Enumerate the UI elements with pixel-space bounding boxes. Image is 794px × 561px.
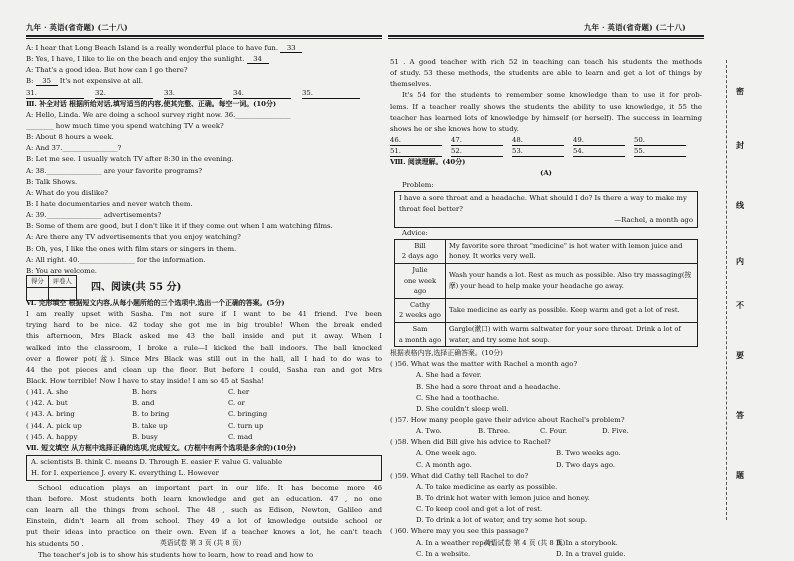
option-row	[390, 549, 702, 560]
option-row	[390, 370, 702, 381]
passage-line: than before. Most students both learn knowledge and get an education. 47 , no one	[26, 495, 382, 504]
dialog-line: B: Some of them are good, but I don't like it if they come out when I am watching films.	[26, 222, 333, 231]
passage-line: can learn all the things from school. The 48 , such as Edison, Newton, Galileo and	[26, 506, 382, 515]
option-row	[390, 493, 702, 504]
option: B. take up	[132, 421, 168, 430]
dialog-2	[26, 110, 382, 277]
dialog-line: A: Are there any TV advertisements that you enjoy watching?	[26, 233, 241, 242]
seal-char: 内	[736, 256, 744, 266]
dialog-line	[26, 65, 382, 76]
left-body	[26, 43, 382, 561]
option: C. A month ago.	[416, 460, 472, 469]
passage-line: 51 . A good teacher with rich 52 in teaching can teach his students the methods	[390, 58, 702, 66]
dialog-text: B:	[26, 77, 34, 86]
grader-label: 评卷人	[48, 276, 76, 288]
fill-title: Ⅶ. 短文填空 从方框中选择正确的选项,完成短文。(方框中有两个选项是多余的)(10分)	[26, 443, 297, 452]
dialog-line: A: Hello, Linda. We are doing a school survey right now. 36.________________	[26, 110, 291, 119]
advice-author	[395, 298, 446, 322]
advice-text: Gargle(漱口) with warm saltwater for your sore throat. Drink a lot of water, and try some hot soup.	[446, 322, 698, 346]
answer-slot: 49.	[573, 136, 625, 146]
answer-row	[390, 146, 702, 157]
option: ( )41. A. she	[26, 388, 69, 397]
answer-slot: 34.	[233, 89, 291, 99]
answer-slot: 52.	[451, 147, 503, 157]
seal-char: 封	[736, 140, 744, 150]
option: A. In a weather report.	[416, 538, 497, 547]
passage-line: School education plays an important part in our life. It has become more 46	[38, 483, 382, 492]
option: D. Five.	[602, 427, 629, 436]
cloze-passage	[26, 309, 382, 387]
word-box-line: H. for I. experience J. every K. everything L. However	[31, 468, 219, 477]
option: B. She had a sore throat and a headache.	[416, 382, 561, 391]
advice-name: Sam	[412, 324, 428, 333]
dialog-line	[26, 76, 382, 87]
answer-slot: 31.	[26, 89, 84, 99]
cloze-options	[26, 387, 382, 443]
advice-text: Wash your hands a lot. Rest as much as possible. Also try massaging(按摩) your head to help make your headache go away.	[446, 264, 698, 299]
answer-row	[390, 135, 702, 146]
option: ( )42. A. but	[26, 399, 68, 408]
option-row	[390, 448, 702, 459]
passage-line: of study. 53 these methods, the students are able to learn and get a lot of things by	[390, 69, 702, 78]
option: ( )45. A. happy	[26, 432, 78, 441]
word-box-line: A. scientists B. think C. means D. Through E. easier F. value G. valuable	[31, 457, 283, 466]
score-box	[26, 275, 77, 300]
answer-blank: 34	[247, 55, 269, 64]
option: C. She had a toothache.	[416, 393, 500, 402]
question-stem: ( )56. What was the matter with Rachel a month ago?	[390, 360, 578, 369]
passage-line: 44 the pot pieces and clean up the floor. But before I could, Sasha ran and got Mrs	[26, 365, 382, 374]
answer-slot: 47.	[451, 136, 503, 146]
advice-table	[394, 239, 698, 347]
option: D. To drink a lot of water, and try some hot soup.	[416, 516, 588, 525]
option: B. and	[132, 399, 155, 408]
passage-line: walked into the classroom, I broke a rule—I kicked the ball indoors. The ball knocked	[26, 343, 382, 352]
advice-name: Cathy	[410, 300, 430, 309]
option-row	[390, 482, 702, 493]
option: B. In a storybook.	[556, 538, 618, 547]
dialog-1	[26, 43, 382, 88]
section-4-header	[26, 278, 382, 298]
advice-row	[395, 239, 698, 263]
advice-author	[395, 322, 446, 346]
advice-time: one week ago	[403, 276, 437, 296]
dialog-line	[26, 43, 382, 54]
score-label: 得分	[27, 276, 49, 288]
advice-time: a month ago	[398, 335, 442, 344]
option: A. She had a fever.	[416, 371, 482, 380]
advice-text: My favorite sore throat "medicine" is hot water with lemon juice and honey. It works very well.	[446, 239, 698, 263]
header-rule-right-thin	[388, 38, 704, 39]
advice-time: 2 weeks ago	[399, 311, 441, 320]
option: D. She couldn't sleep well.	[416, 404, 509, 413]
dialog-line: A: 39.________________ advertisements?	[26, 211, 162, 220]
advice-row	[395, 264, 698, 299]
dialog-line: A: All right. 40.________________ for the information.	[26, 255, 206, 264]
left-header: 九年 · 英语(省奇题) (二十八)	[26, 23, 128, 32]
question-stem: ( )57. How many people gave their advice about Rachel's problem?	[390, 416, 625, 425]
answer-slot: 55.	[634, 147, 686, 157]
question-stem: ( )59. What did Cathy tell Rachel to do?	[390, 471, 529, 480]
option: A. Two.	[416, 427, 442, 436]
word-box	[26, 455, 382, 481]
problem-box	[394, 191, 698, 228]
option: B. to bring	[132, 410, 170, 419]
option-row	[390, 515, 702, 526]
option: B. Three.	[478, 427, 511, 436]
passage-continued	[390, 57, 702, 135]
fill-passage	[26, 483, 382, 561]
section-title-dialog: Ⅲ. 补全对话 根据所给对话,填写适当的内容,使其完整、正确。每空一词。(10分)	[26, 99, 277, 108]
option: B. To drink hot water with lemon juice and honey.	[416, 494, 590, 502]
option-row	[390, 426, 702, 437]
answer-line-31-35	[26, 88, 382, 99]
right-header: 九年 · 英语(省奇题) (二十八)	[584, 23, 686, 32]
option-row	[390, 382, 702, 393]
passage-line: The teacher's job is to show his students how to learn, how to read and how to	[38, 550, 314, 559]
option: C. her	[228, 388, 250, 397]
option: B. busy	[132, 432, 158, 441]
option: C. Four.	[540, 427, 568, 436]
seal-line-strip	[706, 0, 794, 561]
answer-slot: 53.	[512, 147, 564, 157]
answer-blank: 33	[280, 44, 302, 53]
part-a-label: (A)	[540, 169, 552, 178]
answer-slot: 48.	[512, 136, 564, 146]
problem-signature: —Rachel, a month ago	[614, 215, 693, 224]
left-page	[0, 0, 386, 561]
advice-label: Advice:	[402, 228, 428, 237]
option-row	[26, 398, 382, 409]
reading-title: Ⅷ. 阅读理解。(40分)	[390, 158, 466, 167]
right-page	[388, 0, 706, 561]
header-rule	[26, 35, 382, 37]
option: C. In a website.	[416, 549, 471, 558]
option: D. In a travel guide.	[556, 549, 626, 558]
dialog-text: It's not expensive at all.	[59, 77, 144, 86]
option: C. bringing	[228, 410, 268, 419]
option: A. One week ago.	[416, 449, 477, 458]
option: D. Two days ago.	[556, 460, 616, 469]
answer-slot: 33.	[164, 89, 222, 99]
instruction: 根据表格内容,选择正确答案。(10分)	[390, 349, 503, 358]
seal-char: 线	[736, 200, 744, 210]
advice-name: Julie	[412, 266, 428, 275]
questions	[390, 359, 702, 560]
option-row	[390, 404, 702, 415]
dialog-text: A: That's a good idea. But how can I go there?	[26, 66, 188, 75]
question-stem: ( )58. When did Bill give his advice to Rachel?	[390, 438, 551, 447]
advice-row	[395, 322, 698, 346]
option: A. To take medicine as early as possible.	[416, 482, 558, 491]
option-row	[390, 393, 702, 404]
question-stem: ( )60. Where may you see this passage?	[390, 527, 529, 536]
dialog-line: ________ how much time you spend watching TV a week?	[26, 121, 224, 130]
advice-row	[395, 298, 698, 322]
passage-line: It's 54 for the students to remember some knowledge than to use it for prob-	[402, 91, 702, 100]
dialog-line: A: And 37.________________?	[26, 144, 122, 153]
advice-author	[395, 239, 446, 263]
advice-time: 2 days ago	[401, 252, 439, 261]
passage-line: themselves.	[390, 80, 432, 89]
answer-slot: 54.	[573, 147, 625, 157]
answer-slot: 46.	[390, 136, 442, 146]
passage-line: teacher has learned lots of knowledge by himself (or herself). The success in learning	[390, 113, 702, 122]
passage-line: shows he or she knows how to study.	[390, 124, 519, 133]
header-rule-thin	[26, 38, 382, 39]
dialog-line: A: 38.________________ are your favorite programs?	[26, 166, 203, 175]
dialog-line: B: Let me see. I usually watch TV after 8:30 in the evening.	[26, 155, 234, 164]
passage-line: lems. If a teacher really shows the students the ability to use knowledge, it 55 the	[390, 102, 702, 111]
dialog-line: B: About 8 hours a week.	[26, 133, 114, 142]
option: C. turn up	[228, 421, 264, 430]
problem-label: Problem:	[402, 180, 434, 189]
option: B. Two weeks ago.	[556, 449, 621, 458]
seal-char: 答	[736, 410, 744, 420]
seal-char: 不	[736, 300, 744, 310]
right-body	[390, 57, 702, 560]
option: C. To keep cool and get a lot of rest.	[416, 505, 543, 514]
seal-char: 要	[736, 350, 744, 360]
dialog-text: A: I hear that Long Beach Island is a really wonderful place to have fun.	[26, 44, 279, 52]
answer-slot: 50.	[634, 136, 686, 146]
answer-slot: 35.	[302, 89, 360, 99]
section-4-title: 四、阅读(共 55 分)	[90, 282, 182, 294]
seal-char: 密	[736, 86, 744, 96]
option: B. hers	[132, 388, 157, 397]
passage-line: his students 50 .	[26, 539, 84, 548]
answer-slot: 32.	[95, 89, 153, 99]
dialog-line: A: What do you dislike?	[26, 188, 109, 197]
passage-line: Black. How terrible! Now I have to stay inside! I am so 45 at Sasha!	[26, 376, 264, 385]
advice-name: Bill	[414, 241, 426, 250]
passage-line: trying hard to be nice. 42 today she got me in big trouble! When the break ended	[26, 321, 382, 330]
option-row	[26, 409, 382, 420]
dialog-line	[26, 54, 382, 65]
advice-text: Take medicine as early as possible. Keep warm and get a lot of rest.	[446, 298, 698, 322]
option: ( )43. A. bring	[26, 410, 75, 419]
answer-slot: 51.	[390, 147, 442, 157]
passage-line: over a flower pot(盆). Since Mrs Black was still out in the hall, all I had to do was to	[26, 354, 382, 363]
option-row	[390, 460, 702, 471]
answer-lines-46-55	[390, 135, 702, 157]
passage-line: I am really upset with Sasha. I'm not sure if I want to be 41 friend. I've been	[26, 310, 382, 319]
passage-line: Einstein, didn't learn all from school. They 49 a lot of knowledge outside school or	[26, 517, 382, 526]
option-row	[390, 504, 702, 515]
seal-char: 题	[736, 470, 744, 480]
dialog-line: B: You are welcome.	[26, 266, 97, 275]
cloze-title: Ⅵ. 完形填空 根据短文内容,从每小题所给的三个选项中,选出一个正确的答案。(5分)	[26, 298, 285, 307]
advice-author	[395, 264, 446, 299]
dialog-line: B: Talk Shows.	[26, 177, 78, 186]
left-footer: 英语试卷 第 3 页 (共 8 页)	[160, 539, 242, 547]
dialog-text: B: Yes, I have, I like to lie on the beach and enjoy the sunlight.	[26, 55, 245, 64]
passage-line: this afternoon, Mrs Black asked me 43 the ball inside and put it away. When I	[26, 332, 382, 341]
problem-text: I have a sore throat and a headache. What should I do? Is there a way to make my throat feel better?	[399, 193, 687, 213]
seal-dashed-line	[726, 60, 727, 520]
dialog-line: B: I hate documentaries and never watch them.	[26, 199, 193, 208]
option-row	[26, 387, 382, 398]
right-footer: 英语试卷 第 4 页 (共 8 页)	[484, 539, 566, 547]
option: ( )44. A. pick up	[26, 421, 82, 430]
dialog-line: B: Oh, yes, I like the ones with film stars or singers in them.	[26, 244, 237, 253]
option: C. or	[228, 399, 245, 408]
option-row	[26, 432, 382, 443]
answer-blank: 35	[36, 77, 58, 86]
option-row	[26, 421, 382, 432]
option: C. mad	[228, 432, 253, 441]
header-rule-right	[388, 35, 704, 37]
passage-line: put their ideas into practice on their own. Even if a teacher knows a lot, he can't teach	[26, 528, 382, 537]
